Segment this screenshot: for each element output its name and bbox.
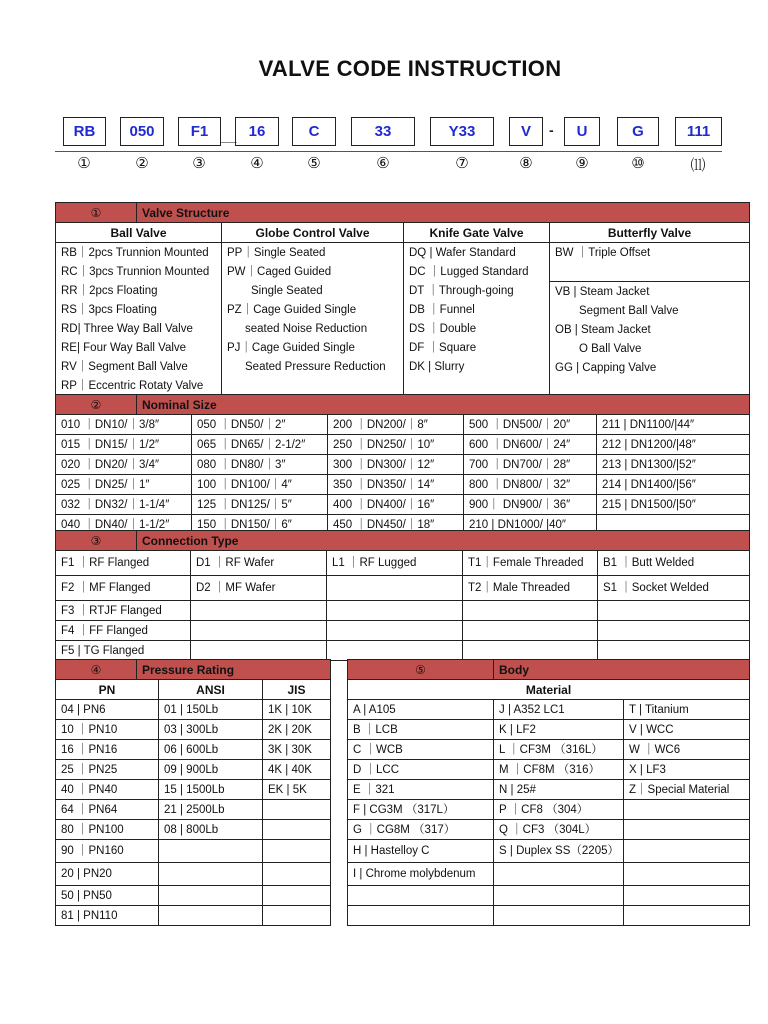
table-cell bbox=[191, 601, 327, 621]
table-row bbox=[56, 576, 750, 601]
table-cell: Z｜Special Material bbox=[624, 780, 750, 800]
table-cell bbox=[494, 863, 624, 886]
list-item: seated Noise Reduction bbox=[245, 323, 368, 335]
table-cell: 03 | 300Lb bbox=[159, 720, 263, 740]
valve-structure-table bbox=[55, 202, 750, 397]
table-cell: B1 ｜Butt Welded bbox=[598, 551, 750, 576]
list-item: PP｜Single Seated bbox=[227, 247, 326, 259]
list-item: DT ｜Through-going bbox=[409, 285, 514, 297]
list-item: O Ball Valve bbox=[579, 342, 642, 355]
table-cell: 212 | DN1200/|48″ bbox=[597, 435, 750, 455]
ball-valve-list bbox=[56, 243, 222, 397]
section-title: Valve Structure bbox=[137, 203, 750, 223]
table-cell: 16 ｜PN16 bbox=[56, 740, 159, 760]
table-cell bbox=[191, 641, 327, 661]
table-cell: D ｜LCC bbox=[348, 760, 494, 780]
list-item: RD| Three Way Ball Valve bbox=[61, 323, 193, 335]
table-cell bbox=[624, 800, 750, 820]
list-item: PJ｜Cage Guided Single bbox=[227, 342, 355, 354]
table-cell: P ｜CF8 （304） bbox=[494, 800, 624, 820]
code-number: ③ bbox=[192, 154, 206, 172]
table-cell: F4 ｜FF Flanged bbox=[56, 621, 191, 641]
table-cell: 64 ｜PN64 bbox=[56, 800, 159, 820]
table-cell: L1 ｜RF Lugged bbox=[327, 551, 463, 576]
table-row bbox=[348, 906, 750, 926]
table-row bbox=[56, 415, 750, 435]
table-cell: 211 | DN1100/|44″ bbox=[597, 415, 750, 435]
table-cell: 50 | PN50 bbox=[56, 886, 159, 906]
table-cell bbox=[463, 601, 598, 621]
table-cell: 300 ｜DN300/｜12″ bbox=[328, 455, 464, 475]
code-number: ② bbox=[135, 154, 149, 172]
table-cell bbox=[191, 621, 327, 641]
section-title: Pressure Rating bbox=[137, 660, 331, 680]
table-cell: 10 ｜PN10 bbox=[56, 720, 159, 740]
section-number: ② bbox=[56, 395, 137, 415]
table-row bbox=[348, 840, 750, 863]
code-number: ⑦ bbox=[455, 154, 469, 172]
code-number: ⑥ bbox=[376, 154, 390, 172]
table-cell bbox=[624, 840, 750, 863]
body-material-table bbox=[347, 659, 750, 926]
table-cell: 450 ｜DN450/｜18″ bbox=[328, 515, 464, 535]
list-item: GG | Capping Valve bbox=[555, 361, 657, 374]
table-cell bbox=[348, 906, 494, 926]
table-cell: EK | 5K bbox=[263, 780, 331, 800]
table-cell bbox=[327, 621, 463, 641]
table-cell: 2K | 20K bbox=[263, 720, 331, 740]
table-row bbox=[56, 886, 331, 906]
table-cell: 700 ｜DN700/｜28″ bbox=[464, 455, 597, 475]
list-item: PZ｜Cage Guided Single bbox=[227, 304, 357, 316]
table-cell: 800 ｜DN800/｜32″ bbox=[464, 475, 597, 495]
table-cell bbox=[463, 621, 598, 641]
list-item: DC ｜Lugged Standard bbox=[409, 266, 529, 278]
table-cell: 06 | 600Lb bbox=[159, 740, 263, 760]
table-cell: B ｜LCB bbox=[348, 720, 494, 740]
table-row bbox=[56, 475, 750, 495]
list-item: Segment Ball Valve bbox=[579, 304, 679, 317]
section-title: Connection Type bbox=[137, 531, 750, 551]
table-row bbox=[348, 863, 750, 886]
list-item: RC｜3pcs Trunnion Mounted bbox=[61, 266, 210, 278]
list-item: Seated Pressure Reduction bbox=[245, 361, 386, 373]
table-cell: 065 ｜DN65/｜2-1/2″ bbox=[192, 435, 328, 455]
table-cell bbox=[348, 886, 494, 906]
table-cell: 213 | DN1300/|52″ bbox=[597, 455, 750, 475]
table-row bbox=[56, 863, 331, 886]
table-cell: 150 ｜DN150/｜6″ bbox=[192, 515, 328, 535]
table-cell: 215 | DN1500/|50″ bbox=[597, 495, 750, 515]
table-cell: 600 ｜DN600/｜24″ bbox=[464, 435, 597, 455]
code-number: ④ bbox=[250, 154, 264, 172]
table-cell: 200 ｜DN200/｜8″ bbox=[328, 415, 464, 435]
table-row bbox=[348, 760, 750, 780]
section-title: Body bbox=[494, 660, 750, 680]
table-cell: D2 ｜MF Wafer bbox=[191, 576, 327, 601]
butterfly-valve-top bbox=[550, 243, 750, 282]
table-cell: S | Duplex SS（2205） bbox=[494, 840, 624, 863]
code-number: ⑨ bbox=[575, 154, 589, 172]
code-box-nominal-size: 050 bbox=[120, 117, 164, 146]
table-cell: 350 ｜DN350/｜14″ bbox=[328, 475, 464, 495]
table-cell: 500 ｜DN500/｜20″ bbox=[464, 415, 597, 435]
table-cell bbox=[624, 906, 750, 926]
column-header: PN bbox=[56, 680, 159, 700]
table-cell: M ｜CF8M （316） bbox=[494, 760, 624, 780]
table-row bbox=[56, 760, 331, 780]
table-cell: 020 ｜DN20/｜3/4″ bbox=[56, 455, 192, 475]
table-cell bbox=[624, 863, 750, 886]
table-cell: D1 ｜RF Wafer bbox=[191, 551, 327, 576]
table-row bbox=[348, 720, 750, 740]
table-row bbox=[56, 840, 331, 863]
table-cell bbox=[263, 906, 331, 926]
table-cell: 050 ｜DN50/｜2″ bbox=[192, 415, 328, 435]
code-box-6: 33 bbox=[351, 117, 415, 146]
list-item: OB | Steam Jacket bbox=[555, 323, 651, 336]
table-cell: 3K | 30K bbox=[263, 740, 331, 760]
table-cell: W ｜WC6 bbox=[624, 740, 750, 760]
table-cell: T | Titanium bbox=[624, 700, 750, 720]
list-item: RE| Four Way Ball Valve bbox=[61, 342, 187, 354]
table-cell: F | CG3M （317L） bbox=[348, 800, 494, 820]
nominal-size-table bbox=[55, 394, 750, 535]
page-title: VALVE CODE INSTRUCTION bbox=[258, 56, 562, 81]
table-cell: 080 ｜DN80/｜3″ bbox=[192, 455, 328, 475]
table-cell: 01 | 150Lb bbox=[159, 700, 263, 720]
pressure-rating-table bbox=[55, 659, 331, 926]
table-cell: 25 ｜PN25 bbox=[56, 760, 159, 780]
code-box-10: G bbox=[617, 117, 659, 146]
table-cell: T1｜Female Threaded bbox=[463, 551, 598, 576]
table-cell: 81 | PN110 bbox=[56, 906, 159, 926]
list-item: RS｜3pcs Floating bbox=[61, 304, 157, 316]
list-item: RB｜2pcs Trunnion Mounted bbox=[61, 247, 209, 259]
table-cell: Q ｜CF3 （304L） bbox=[494, 820, 624, 840]
code-number: ⑩ bbox=[631, 154, 645, 172]
table-cell: 040 ｜DN40/｜1-1/2″ bbox=[56, 515, 192, 535]
table-cell: 40 ｜PN40 bbox=[56, 780, 159, 800]
table-cell: 100 ｜DN100/｜4″ bbox=[192, 475, 328, 495]
table-cell bbox=[598, 641, 750, 661]
table-cell bbox=[598, 621, 750, 641]
table-cell: A | A105 bbox=[348, 700, 494, 720]
section-title: Nominal Size bbox=[137, 395, 750, 415]
code-number: ⑾ bbox=[690, 156, 706, 174]
list-item: DB ｜Funnel bbox=[409, 304, 475, 316]
code-separator-underscore: __ bbox=[221, 128, 237, 144]
table-cell: 032 ｜DN32/｜1-1/4″ bbox=[56, 495, 192, 515]
table-row bbox=[56, 455, 750, 475]
table-cell: V | WCC bbox=[624, 720, 750, 740]
table-cell: N | 25# bbox=[494, 780, 624, 800]
table-cell bbox=[327, 641, 463, 661]
globe-valve-list bbox=[222, 243, 404, 397]
code-box-connection-type: F1 bbox=[178, 117, 221, 146]
table-cell bbox=[327, 576, 463, 601]
table-cell: F3 ｜RTJF Flanged bbox=[56, 601, 191, 621]
table-cell: 400 ｜DN400/｜16″ bbox=[328, 495, 464, 515]
table-cell: G ｜CG8M （317） bbox=[348, 820, 494, 840]
table-cell: K | LF2 bbox=[494, 720, 624, 740]
section-number: ① bbox=[56, 203, 137, 223]
table-cell bbox=[159, 840, 263, 863]
table-cell: T2｜Male Threaded bbox=[463, 576, 598, 601]
table-cell: 1K | 10K bbox=[263, 700, 331, 720]
table-cell: E ｜321 bbox=[348, 780, 494, 800]
list-item: RP｜Eccentric Rotaty Valve bbox=[61, 380, 204, 392]
table-row bbox=[348, 820, 750, 840]
table-row bbox=[56, 780, 331, 800]
table-cell bbox=[263, 886, 331, 906]
butterfly-valve-list bbox=[550, 281, 750, 397]
list-item: RV｜Segment Ball Valve bbox=[61, 361, 188, 373]
table-cell: 900｜ DN900/｜36″ bbox=[464, 495, 597, 515]
table-row bbox=[56, 820, 331, 840]
table-cell: 90 ｜PN160 bbox=[56, 840, 159, 863]
table-cell: 04 | PN6 bbox=[56, 700, 159, 720]
table-cell: F2 ｜MF Flanged bbox=[56, 576, 191, 601]
table-cell: 010 ｜DN10/｜3/8″ bbox=[56, 415, 192, 435]
table-cell: 015 ｜DN15/｜1/2″ bbox=[56, 435, 192, 455]
table-cell: 210 | DN1000/ |40″ bbox=[464, 515, 597, 535]
list-item: DF ｜Square bbox=[409, 342, 477, 354]
section-number: ④ bbox=[56, 660, 137, 680]
table-row bbox=[56, 621, 750, 641]
table-cell: 214 | DN1400/|56″ bbox=[597, 475, 750, 495]
column-header: ANSI bbox=[159, 680, 263, 700]
table-row bbox=[348, 780, 750, 800]
table-cell: F5 | TG Flanged bbox=[56, 641, 191, 661]
code-number: ⑤ bbox=[307, 154, 321, 172]
table-row bbox=[348, 886, 750, 906]
table-cell bbox=[263, 800, 331, 820]
table-cell: 80 ｜PN100 bbox=[56, 820, 159, 840]
table-row bbox=[56, 700, 331, 720]
table-row bbox=[348, 700, 750, 720]
table-row bbox=[56, 800, 331, 820]
table-cell: 20 | PN20 bbox=[56, 863, 159, 886]
table-cell bbox=[159, 863, 263, 886]
section-number: ③ bbox=[56, 531, 137, 551]
table-row bbox=[56, 906, 331, 926]
table-cell bbox=[598, 601, 750, 621]
table-row bbox=[56, 720, 331, 740]
table-cell: C ｜WCB bbox=[348, 740, 494, 760]
table-cell bbox=[624, 886, 750, 906]
table-cell bbox=[263, 820, 331, 840]
table-cell: 21 | 2500Lb bbox=[159, 800, 263, 820]
table-cell bbox=[263, 863, 331, 886]
table-row bbox=[56, 641, 750, 661]
code-box-valve-structure: RB bbox=[63, 117, 106, 146]
list-item: BW ｜Triple Offset bbox=[555, 247, 651, 259]
column-header: Globe Control Valve bbox=[222, 223, 404, 243]
table-cell: 4K | 40K bbox=[263, 760, 331, 780]
table-cell bbox=[463, 641, 598, 661]
list-item: Single Seated bbox=[251, 285, 323, 297]
code-number: ⑧ bbox=[519, 154, 533, 172]
code-box-9: U bbox=[564, 117, 600, 146]
table-cell bbox=[494, 906, 624, 926]
column-header: JIS bbox=[263, 680, 331, 700]
code-box-body: C bbox=[292, 117, 336, 146]
table-cell bbox=[263, 840, 331, 863]
code-separator-dash: - bbox=[549, 122, 554, 138]
table-cell bbox=[624, 820, 750, 840]
table-row bbox=[56, 740, 331, 760]
table-cell: H | Hastelloy C bbox=[348, 840, 494, 863]
knife-gate-valve-list bbox=[404, 243, 550, 397]
table-cell: J | A352 LC1 bbox=[494, 700, 624, 720]
column-header: Ball Valve bbox=[56, 223, 222, 243]
table-row bbox=[348, 740, 750, 760]
list-item: DQ | Wafer Standard bbox=[409, 247, 516, 259]
table-row bbox=[56, 495, 750, 515]
table-row bbox=[56, 435, 750, 455]
section-number: ⑤ bbox=[348, 660, 494, 680]
list-item: DK | Slurry bbox=[409, 361, 465, 373]
table-cell bbox=[159, 906, 263, 926]
table-cell: 125 ｜DN125/｜5″ bbox=[192, 495, 328, 515]
code-divider bbox=[55, 151, 722, 152]
table-cell: L ｜CF3M （316L） bbox=[494, 740, 624, 760]
connection-type-table bbox=[55, 530, 750, 661]
table-cell: 08 | 800Lb bbox=[159, 820, 263, 840]
list-item: PW｜Caged Guided bbox=[227, 266, 332, 278]
list-item: VB | Steam Jacket bbox=[555, 285, 650, 298]
column-header: Material bbox=[348, 680, 750, 700]
table-cell: I | Chrome molybdenum bbox=[348, 863, 494, 886]
table-row bbox=[56, 601, 750, 621]
table-cell: S1 ｜Socket Welded bbox=[598, 576, 750, 601]
table-cell bbox=[327, 601, 463, 621]
column-header: Knife Gate Valve bbox=[404, 223, 550, 243]
table-row bbox=[348, 800, 750, 820]
code-box-11: 111 bbox=[675, 117, 722, 146]
table-cell: 09 | 900Lb bbox=[159, 760, 263, 780]
table-cell: 250 ｜DN250/｜10″ bbox=[328, 435, 464, 455]
code-box-pressure-rating: 16 bbox=[235, 117, 279, 146]
code-box-8: V bbox=[509, 117, 543, 146]
code-box-7: Y33 bbox=[430, 117, 494, 146]
code-number: ① bbox=[77, 154, 91, 172]
table-cell: 025 ｜DN25/｜1″ bbox=[56, 475, 192, 495]
table-cell bbox=[159, 886, 263, 906]
table-cell: X | LF3 bbox=[624, 760, 750, 780]
column-header: Butterfly Valve bbox=[550, 223, 750, 243]
table-row bbox=[56, 551, 750, 576]
table-cell bbox=[494, 886, 624, 906]
table-cell: F1 ｜RF Flanged bbox=[56, 551, 191, 576]
list-item: RR｜2pcs Floating bbox=[61, 285, 158, 297]
table-cell: 15 | 1500Lb bbox=[159, 780, 263, 800]
list-item: DS ｜Double bbox=[409, 323, 477, 335]
